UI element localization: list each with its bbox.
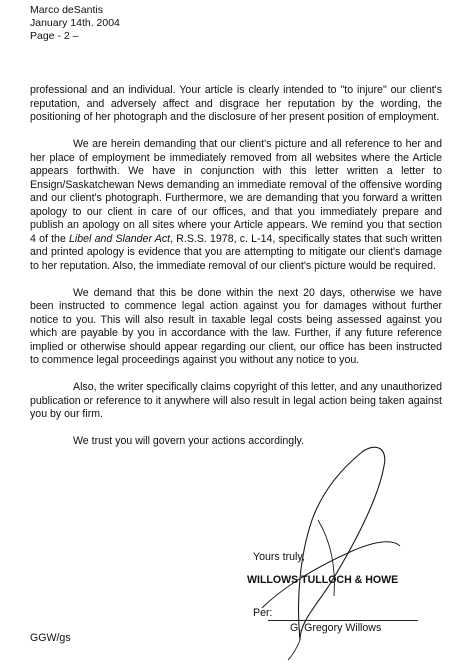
signature-line bbox=[268, 620, 418, 621]
paragraph-4: Also, the writer specifically claims copyright of this letter, and any unauthorized publication or reference to it anywhere will also result in legal action being taken against you by our firm. bbox=[30, 381, 442, 420]
recipient-name: Marco deSantis bbox=[30, 4, 103, 16]
letter-date: January 14th. 2004 bbox=[30, 17, 120, 29]
paragraph-2 bbox=[30, 138, 442, 273]
act-title: Libel and Slander Act bbox=[69, 232, 171, 245]
paragraph-1: professional and an individual. Your article is clearly intended to "to injure" our client's reputation, and adversely affect and disgrace her reputation by the wording, the positioning of her photograph and the disclosure of her present position of employment. bbox=[30, 84, 442, 123]
typist-initials: GGW/gs bbox=[30, 632, 71, 644]
per-label: Per: bbox=[253, 607, 273, 619]
paragraph-2-text: We are herein demanding that our client's picture and all reference to her and her place of employment be immediately removed from all websites where the Article appears forthwith. We have in conjunction with this letter written a letter to Ensign/Saskatchewan News demanding an immediate removal of the offensive wording and our client's photograph. Furthermore, we are demanding that you forward a written apology to our client in care of our offices, and that you immediately prepare and publish an apology on all sites where your Article appears. We remind you that section 4 of the bbox=[30, 138, 442, 245]
page-number: Page - 2 – bbox=[30, 30, 79, 42]
closing-salutation: Yours truly, bbox=[253, 551, 305, 563]
signer-name: G. Gregory Willows bbox=[290, 622, 382, 634]
paragraph-2-tail: , R.S.S. 1978, c. L-14, specifically states that such written and printed apology is evidence that you are attempting to mitigate our client's damage to her reputation. Also, the immediate removal of our client's picture would be required. bbox=[30, 232, 442, 272]
paragraph-3: We demand that this be done within the next 20 days, otherwise we have been instructed to commence legal action against you for damages without further notice to you. This will also result in taxable legal costs being assessed against you which are payable by you in accordance with the law. Further, if any future reference implied or otherwise should appear regarding our client, our office has been instructed to commence legal proceedings against you without any notice to you. bbox=[30, 286, 442, 366]
firm-name: WILLOWS TULLOCH & HOWE bbox=[247, 574, 399, 586]
letter-body bbox=[30, 84, 442, 462]
paragraph-5: We trust you will govern your actions accordingly. bbox=[73, 435, 305, 447]
page-header bbox=[30, 4, 120, 43]
